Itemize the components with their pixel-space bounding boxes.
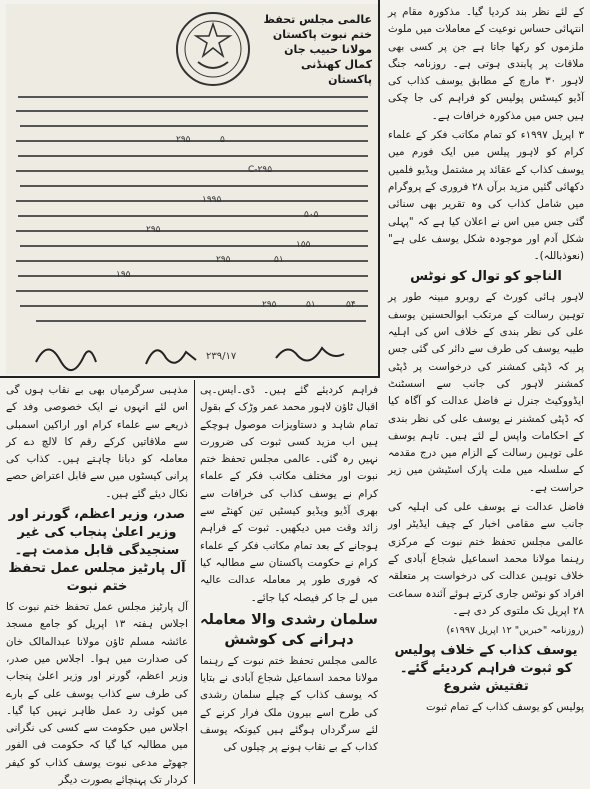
- section-heading: یوسف کذاب کے خلاف پولیس کو ثبوت فراہم کردیئے گئے۔ تفتیش شروع: [394, 643, 578, 695]
- scan-number: ۵۰۵: [304, 210, 319, 220]
- left-column: [6, 382, 189, 787]
- article-paragraph: مذہبی سرگرمیاں بھی بے نقاب ہوں گی اس لئے انہوں نے ایک خصوصی وفد کے ذریعے سے علماء کرام اور اراکین اسمبلی سے ملاقاتیں کرکے رقم کا لالچ دے کر معاملہ کو دبانا چاہتے ہیں۔ کذاب کی پرانی کیسٹوں میں سے قابل اعتراض حصے نکال دیئے گئے ہیں۔: [6, 384, 188, 500]
- scan-text-line: [16, 260, 368, 262]
- scan-text-line: [16, 140, 368, 142]
- scan-number: ۱۹۹۵: [202, 195, 222, 205]
- section-heading: سلمان رشدی والا معاملہ دہرانے کی کوشش: [200, 611, 378, 648]
- scan-number: ۲۹۵-C: [248, 165, 273, 175]
- letterhead-line: پاکستان: [328, 73, 372, 86]
- letterhead-line: مولانا حبیب جان: [284, 43, 372, 56]
- section-heading: صدر، وزیر اعظم، گورنر اور وزیر اعلیٰ پنجاب کی غیر سنجیدگی قابل مذمت ہے۔ آل پارٹیز مجلس عمل تحفظ ختم نبوت: [8, 507, 186, 595]
- source-citation: (روزنامہ "خبریں" ۱۲ اپریل ۱۹۹۷ء): [446, 625, 584, 637]
- right-column: [388, 4, 584, 784]
- scan-number: ۵: [220, 135, 225, 145]
- scan-text-line: [16, 170, 368, 172]
- scan-text-line: [20, 305, 368, 307]
- scan-text-line: [18, 155, 368, 157]
- scan-number: ۲۹۵: [176, 135, 191, 145]
- signature-row: [26, 334, 356, 372]
- article-paragraph: آل پارٹیز مجلس عمل تحفظ ختم نبوت کا اجلاس ہفتہ ۱۳ اپریل کو جامع مسجد عائشہ مسلم ٹاؤن مولانا عبدالمالک خان کی صدارت میں ہوا۔ اجلاس میں صدر، وزیر اعظم، گورنر اور وزیر اعلیٰ پنجاب کی طرف سے کذاب یوسف علی کے بارے میں کوئی رد عمل ظاہر نہیں کیا گیا۔ اجلاس میں حکومت سے کسی کی نگرانی میں مطالبہ کیا گیا کہ حکومت فی الفور جھوٹے مدعی نبوت یوسف کذاب کو کیفر کردار تک پہنچائے بصورت دیگر: [6, 601, 189, 787]
- scan-number: ۵۴: [346, 300, 356, 310]
- section-heading: الناجو کو توال کو نوٹس: [410, 269, 562, 285]
- article-paragraph: کے لئے نظر بند کردیا گیا۔ مذکورہ مقام پر انتہائی حساس نوعیت کے معاملات میں ملوث ملزموں کو رکھا جاتا ہے جن پر کسی بھی ملاقات پر پابندی ہوتی ہے۔ روزنامہ جنگ لاہور ۳۰ مارچ کے مطابق یوسف کذاب کی آڈیو کیسٹس پولیس کو فراہم کی جا چکی ہیں جس میں مذکورہ خرافات ہے۔: [388, 6, 584, 122]
- scan-text-line: [20, 125, 368, 127]
- letterhead-line: کمال کھنڈنی: [300, 58, 372, 71]
- scan-text-line: [16, 230, 368, 232]
- scan-date: ۲۳۹/۱۷: [206, 351, 237, 362]
- scanned-document: [6, 4, 378, 374]
- article-paragraph: لاہور ہائی کورٹ کے روبرو مبینہ طور پر توہین رسالت کے مرتکب ابوالحسنین یوسف علی کی نظر بندی کے خلاف اس کی اہلیہ طیبہ یوسف کی طرف سے دائر کی گئی جس پر کہ ڈپٹی کمشنر کی درخواست پر ڈپٹی کمشنر لاہور کی جانب سے اسسٹنٹ ایڈووکیٹ جنرل نے فاضل عدالت کو آگاہ کیا کہ ڈپٹی کمشنر نے یوسف علی کی نظر بندی کے احکامات واپس لے لئے ہیں۔ تاہم یوسف علی توہین رسالت کے الزام میں درج مقدمہ کے سلسلہ میں ملت پارک اسٹیشن میں زیر حراست ہے۔: [388, 291, 584, 494]
- scan-number: ۵۱: [274, 255, 284, 265]
- seal-stamp: [174, 10, 252, 88]
- article-paragraph: عالمی مجلس تحفظ ختم نبوت کے رہنما مولانا محمد اسماعیل شجاع آبادی نے بتایا کہ یوسف کذاب کے چیلے سلمان رشدی کی طرح اسے بیرون ملک فرار کرنے کے لئے سرگرداں ہوگئے ہیں کیونکہ یوسف کذاب کے بے نقاب ہونے پر چیلوں کی: [200, 654, 378, 754]
- scan-text-line: [20, 245, 368, 247]
- scan-number: ۲۹۵: [216, 255, 231, 265]
- article-paragraph: فاضل عدالت نے یوسف علی کی اہلیہ کی جانب سے مقامی اخبار کے چیف ایڈیٹر اور عالمی مجلس تحفظ ختم نبوت کے مرکزی رہنما مولانا محمد اسماعیل شجاع آبادی کے خلاف توہین عدالت کی درخواست پر متعلقہ افراد کو نوٹس جاری کرتے ہوئے آئندہ سماعت ۲۸ اپریل تک ملتوی کر دی ہے۔: [388, 501, 584, 617]
- article-paragraph: فراہم کردیئے گئے ہیں۔ ڈی۔ایس۔پی اقبال ٹاؤن لاہور محمد عمر وڑک کے بقول تمام شاہد و دستاویزات موصول ہوچکے ہیں اب مزید کسی ثبوت کی ضرورت نہیں رہ گئی۔ عالمی مجلس تحفظ ختم نبوت اور مختلف مکاتب فکر کے علماء کرام نے یوسف کذاب کی خرافات سے بھری آڈیو ویڈیو کیسٹیں تین کھنٹے سے زائد وقت میں دیکھیں۔ ثبوت کے فراہم ہوجانے کے بعد تمام مکاتب فکر کے علماء کرام نے حکومت پاکستان سے مطالبہ کیا کہ فوری طور پر معاملہ عدالت عالیہ میں لے جا کر فیصلہ کیا جائے۔: [200, 384, 378, 604]
- scan-number: ۲۹۵: [146, 225, 161, 235]
- scan-text-line: [20, 185, 368, 187]
- letterhead-line: ختم نبوت پاکستان: [272, 28, 372, 41]
- scan-text-line: [18, 96, 368, 98]
- document-letterhead: [254, 12, 372, 87]
- scan-number: ۱۵۵: [296, 240, 311, 250]
- article-paragraph: ۳ اپریل ۱۹۹۷ء کو تمام مکاتب فکر کے علماء کرام کو لاہور پیلس میں ایک فورم میں یوسف کذاب کے عقائد پر مشتمل ویڈیو فلمیں دکھائی گئیں مزید برآں ۲۸ فروری کے پروگرام میں شامل کذاب کی وہ تقریر بھی سنائی گئی جس میں اس نے اعلان کیا ہے کہ "پہلی شکل آدم اور موجودہ شکل یوسف علی ہے" (نعوذباللہ)۔: [388, 129, 585, 263]
- column-rule: [194, 380, 195, 784]
- letterhead-line: عالمی مجلس تحفظ: [263, 13, 372, 26]
- scan-text-line: [16, 200, 368, 202]
- column-rule: [378, 0, 380, 378]
- middle-column: [200, 382, 378, 784]
- article-paragraph: پولیس کو یوسف کذاب کے تمام ثبوت: [425, 701, 584, 714]
- scan-text-line: [16, 290, 368, 292]
- scan-text-line: [16, 110, 368, 112]
- scan-number: ۱۹۵: [116, 270, 131, 280]
- scan-number: ۵۱: [306, 300, 316, 310]
- scan-text-line: [18, 275, 368, 277]
- scan-number: ۲۹۵: [262, 300, 277, 310]
- scan-text-line: [36, 320, 366, 322]
- column-rule: [0, 376, 380, 378]
